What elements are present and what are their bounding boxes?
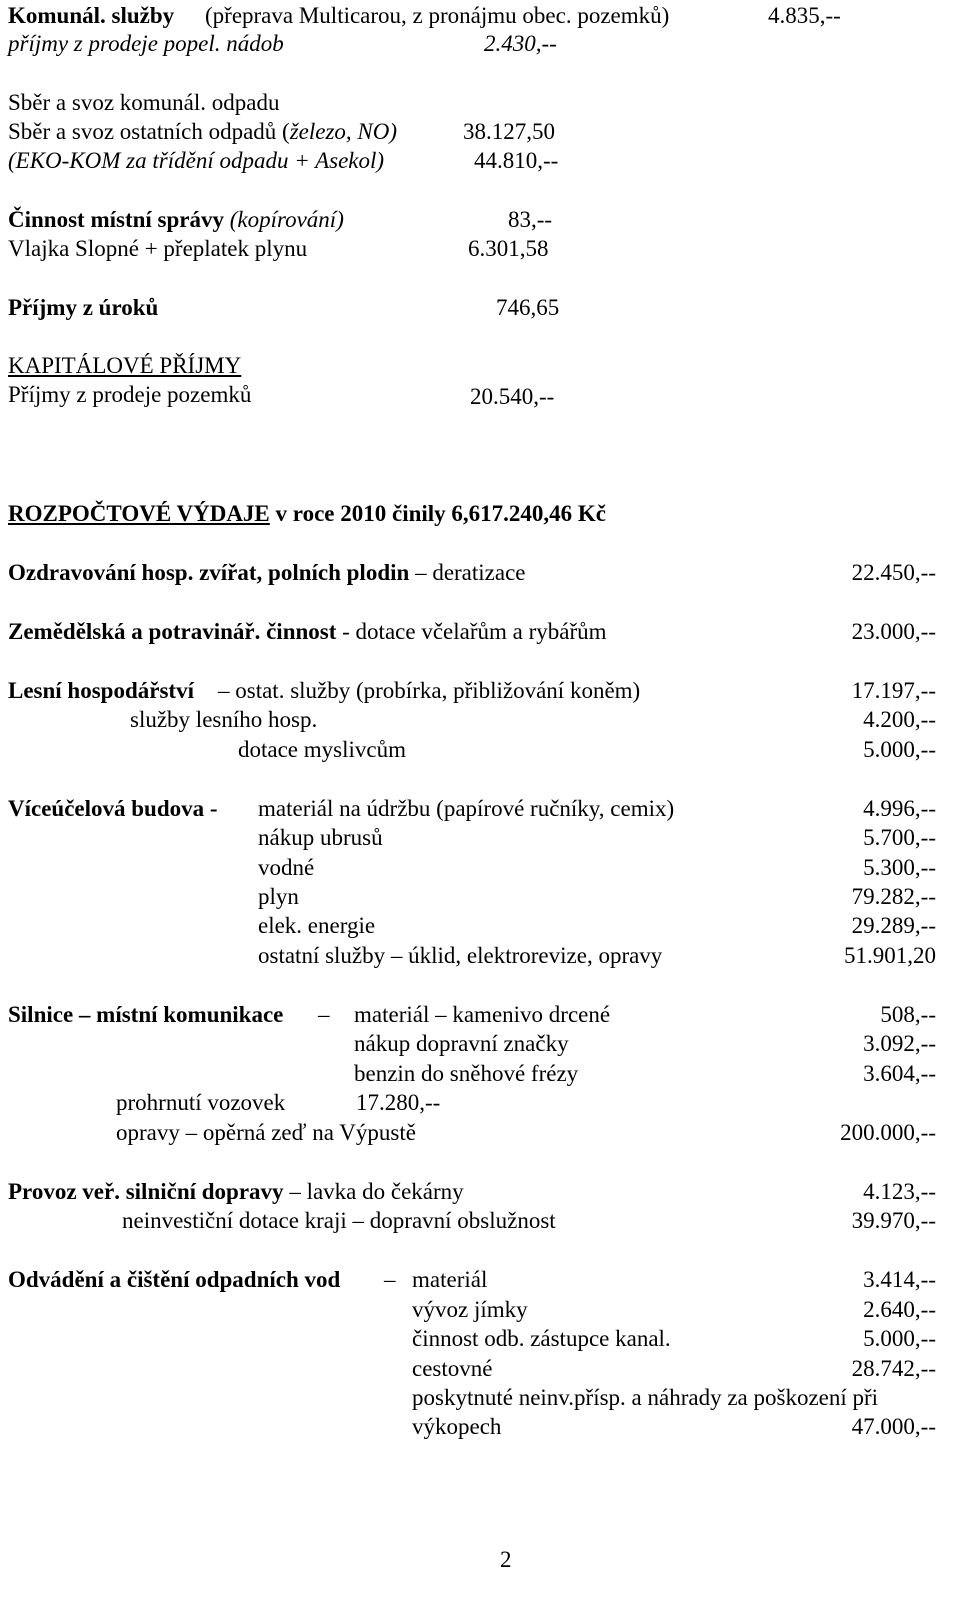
odvadeni-item: materiál bbox=[412, 1267, 488, 1292]
vice-item: plyn bbox=[258, 884, 299, 909]
uroky-amount: 746,65 bbox=[496, 295, 560, 320]
silnice-amount: 508,-- bbox=[880, 1002, 936, 1027]
odvadeni-heading: Odvádění a čištění odpadních vod bbox=[8, 1267, 341, 1292]
vice-item: elek. energie bbox=[258, 913, 376, 938]
kapital-heading: KAPITÁLOVÉ PŘÍJMY bbox=[8, 353, 242, 378]
pozemky-label: Příjmy z prodeje pozemků bbox=[8, 382, 252, 407]
expenses-heading: ROZPOČTOVÉ VÝDAJE v roce 2010 činily 6,617.240,46 Kč bbox=[8, 501, 607, 526]
lesni-heading: Lesní hospodářství bbox=[8, 678, 194, 703]
silnice-amount: 3.604,-- bbox=[863, 1061, 936, 1086]
uroky-label: Příjmy z úroků bbox=[8, 295, 159, 320]
sber-heading: Sběr a svoz komunál. odpadu bbox=[8, 90, 280, 115]
page-number: 2 bbox=[500, 1547, 512, 1572]
silnice-amount: 3.092,-- bbox=[863, 1031, 936, 1056]
odvadeni-item: poskytnuté neinv.přísp. a náhrady za poškození při bbox=[412, 1385, 879, 1410]
ekokom-label: (EKO-KOM za třídění odpadu + Asekol) bbox=[8, 148, 385, 173]
lesni-item: – ostat. služby (probírka, přibližování koněm) bbox=[218, 678, 641, 703]
popel-label: příjmy z prodeje popel. nádob bbox=[8, 31, 284, 56]
lesni-item: služby lesního hosp. bbox=[130, 707, 318, 732]
prohrnuti-label: prohrnutí vozovek bbox=[116, 1090, 286, 1115]
vice-item: nákup ubrusů bbox=[258, 825, 383, 850]
vice-amount: 4.996,-- bbox=[863, 796, 936, 821]
sber-ostatni-label: Sběr a svoz ostatních odpadů (železo, NO) bbox=[8, 119, 398, 144]
cinnost-row: Činnost místní správy (kopírování) bbox=[8, 207, 344, 232]
odvadeni-amount: 47.000,-- bbox=[851, 1414, 936, 1439]
zemed-row: Zemědělská a potravinář. činnost - dotace včelařům a rybářům bbox=[8, 619, 607, 644]
vice-amount: 5.700,-- bbox=[863, 825, 936, 850]
komunal-heading: Komunál. služby bbox=[8, 3, 175, 28]
silnice-item: nákup dopravní značky bbox=[354, 1031, 569, 1056]
provoz-row: Provoz veř. silniční dopravy – lavka do čekárny bbox=[8, 1179, 464, 1204]
zemed-amount: 23.000,-- bbox=[851, 619, 936, 644]
odvadeni-item: cestovné bbox=[412, 1356, 493, 1381]
silnice-heading: Silnice – místní komunikace bbox=[8, 1002, 284, 1027]
vlajka-label: Vlajka Slopné + přeplatek plynu bbox=[8, 236, 308, 261]
vlajka-amount: 6.301,58 bbox=[468, 236, 549, 261]
provoz-dotace-label: neinvestiční dotace kraji – dopravní obslužnost bbox=[122, 1208, 556, 1233]
odvadeni-dash: – bbox=[384, 1267, 396, 1292]
provoz-amount: 4.123,-- bbox=[863, 1179, 936, 1204]
silnice-item: benzin do sněhové frézy bbox=[354, 1061, 579, 1086]
opravy-amount: 200.000,-- bbox=[840, 1120, 936, 1145]
odvadeni-amount: 5.000,-- bbox=[863, 1326, 936, 1351]
komunal-amount: 4.835,-- bbox=[768, 3, 841, 28]
vice-amount: 79.282,-- bbox=[851, 884, 936, 909]
ekokom-amount: 44.810,-- bbox=[474, 148, 559, 173]
popel-amount: 2.430,-- bbox=[484, 31, 557, 56]
odvadeni-amount: 28.742,-- bbox=[851, 1356, 936, 1381]
odvadeni-item: činnost odb. zástupce kanal. bbox=[412, 1326, 671, 1351]
vice-item: vodné bbox=[258, 855, 315, 880]
vice-heading: Víceúčelová budova - bbox=[8, 796, 218, 821]
sber-ostatni-amount: 38.127,50 bbox=[463, 119, 555, 144]
silnice-dash: – bbox=[318, 1002, 330, 1027]
lesni-amount: 17.197,-- bbox=[851, 678, 936, 703]
vice-amount: 5.300,-- bbox=[863, 855, 936, 880]
lesni-amount: 5.000,-- bbox=[863, 737, 936, 762]
lesni-amount: 4.200,-- bbox=[863, 707, 936, 732]
prohrnuti-amount: 17.280,-- bbox=[356, 1090, 441, 1115]
ozdrav-row: Ozdravování hosp. zvířat, polních plodin – deratizace bbox=[8, 560, 526, 585]
cinnost-amount: 83,-- bbox=[508, 207, 553, 232]
silnice-item: materiál – kamenivo drcené bbox=[354, 1002, 611, 1027]
odvadeni-amount: 2.640,-- bbox=[863, 1297, 936, 1322]
vice-amount: 51.901,20 bbox=[844, 943, 936, 968]
odvadeni-item: výkopech bbox=[412, 1414, 502, 1439]
vice-item: materiál na údržbu (papírové ručníky, cemix) bbox=[258, 796, 675, 821]
provoz-dotace-amount: 39.970,-- bbox=[851, 1208, 936, 1233]
odvadeni-item: vývoz jímky bbox=[412, 1297, 528, 1322]
lesni-item: dotace myslivcům bbox=[238, 737, 406, 762]
opravy-label: opravy – opěrná zeď na Výpustě bbox=[116, 1120, 416, 1145]
odvadeni-amount: 3.414,-- bbox=[863, 1267, 936, 1292]
vice-amount: 29.289,-- bbox=[851, 913, 936, 938]
komunal-detail: (přeprava Multicarou, z pronájmu obec. pozemků) bbox=[205, 3, 670, 28]
vice-item: ostatní služby – úklid, elektrorevize, opravy bbox=[258, 943, 663, 968]
pozemky-amount: 20.540,-- bbox=[470, 384, 555, 409]
ozdrav-amount: 22.450,-- bbox=[851, 560, 936, 585]
